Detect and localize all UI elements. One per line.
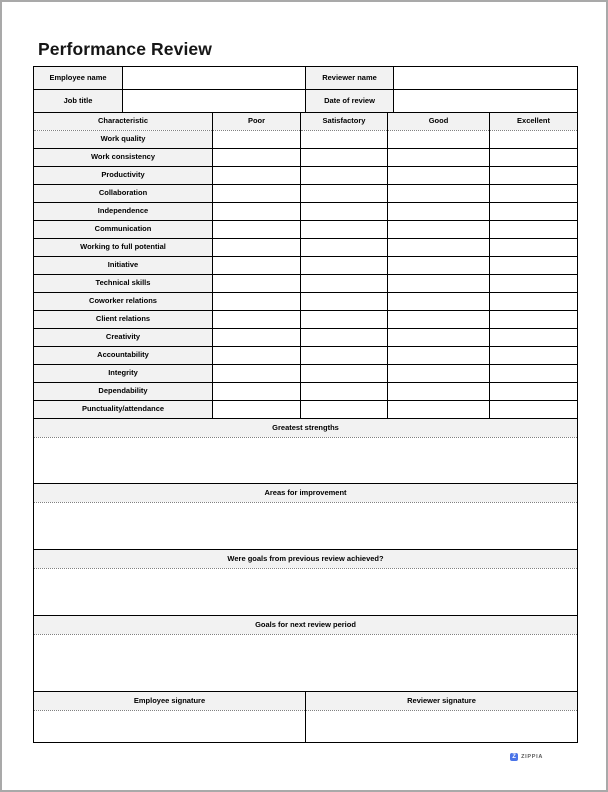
rating-cell-satisfactory[interactable] — [301, 185, 388, 203]
rating-cell-good[interactable] — [388, 347, 490, 365]
rating-cell-good[interactable] — [388, 329, 490, 347]
zippia-logo-text: ZIPPIA — [521, 753, 543, 760]
rating-cell-poor[interactable] — [213, 239, 301, 257]
info-row-1 — [34, 67, 578, 90]
employee-signature-field[interactable] — [34, 711, 306, 743]
rating-cell-poor[interactable] — [213, 347, 301, 365]
rating-cell-excellent[interactable] — [490, 329, 578, 347]
employee-name-field[interactable] — [123, 67, 306, 90]
characteristic-label: Independence — [34, 203, 213, 221]
rating-cell-good[interactable] — [388, 185, 490, 203]
characteristic-label: Collaboration — [34, 185, 213, 203]
characteristic-row — [34, 347, 578, 365]
rating-cell-excellent[interactable] — [490, 239, 578, 257]
characteristic-row — [34, 401, 578, 419]
zippia-logo-letter: Z — [512, 753, 516, 760]
branding-footer — [33, 748, 577, 766]
rating-cell-poor[interactable] — [213, 275, 301, 293]
column-header-satisfactory: Satisfactory — [301, 113, 388, 131]
rating-cell-satisfactory[interactable] — [301, 347, 388, 365]
reviewer-signature-label: Reviewer signature — [306, 692, 578, 711]
characteristic-label: Accountability — [34, 347, 213, 365]
characteristic-row — [34, 203, 578, 221]
characteristic-row — [34, 329, 578, 347]
section-header-row — [34, 484, 578, 503]
rating-cell-poor[interactable] — [213, 221, 301, 239]
rating-cell-poor[interactable] — [213, 131, 301, 149]
section-body-row — [34, 635, 578, 692]
rating-cell-good[interactable] — [388, 383, 490, 401]
rating-cell-good[interactable] — [388, 311, 490, 329]
previous-goals-header: Were goals from previous review achieved? — [34, 550, 578, 569]
column-header-good: Good — [388, 113, 490, 131]
rating-cell-satisfactory[interactable] — [301, 221, 388, 239]
areas-for-improvement-input[interactable] — [34, 503, 578, 550]
section-header-row — [34, 616, 578, 635]
rating-cell-good[interactable] — [388, 257, 490, 275]
section-body-row — [34, 503, 578, 550]
ratings-header-row — [34, 113, 578, 131]
ratings-table — [33, 112, 578, 419]
rating-cell-satisfactory[interactable] — [301, 365, 388, 383]
rating-cell-good[interactable] — [388, 203, 490, 221]
characteristic-row — [34, 311, 578, 329]
characteristic-row — [34, 293, 578, 311]
rating-cell-poor[interactable] — [213, 329, 301, 347]
rating-cell-satisfactory[interactable] — [301, 401, 388, 419]
section-body-row — [34, 569, 578, 616]
form-content — [33, 66, 577, 766]
section-header-row — [34, 550, 578, 569]
greatest-strengths-input[interactable] — [34, 438, 578, 484]
characteristic-label: Technical skills — [34, 275, 213, 293]
section-header-row — [34, 419, 578, 438]
signature-body-row — [34, 711, 578, 743]
rating-cell-satisfactory[interactable] — [301, 131, 388, 149]
characteristic-label: Punctuality/attendance — [34, 401, 213, 419]
characteristic-row — [34, 365, 578, 383]
rating-cell-satisfactory[interactable] — [301, 239, 388, 257]
characteristic-row — [34, 167, 578, 185]
rating-cell-satisfactory[interactable] — [301, 383, 388, 401]
rating-cell-satisfactory[interactable] — [301, 149, 388, 167]
characteristic-row — [34, 149, 578, 167]
areas-for-improvement-header: Areas for improvement — [34, 484, 578, 503]
greatest-strengths-header: Greatest strengths — [34, 419, 578, 438]
section-body-row — [34, 438, 578, 484]
rating-cell-poor[interactable] — [213, 257, 301, 275]
column-header-characteristic: Characteristic — [34, 113, 213, 131]
characteristic-row — [34, 257, 578, 275]
rating-cell-satisfactory[interactable] — [301, 203, 388, 221]
rating-cell-poor[interactable] — [213, 401, 301, 419]
characteristic-row — [34, 239, 578, 257]
rating-cell-good[interactable] — [388, 167, 490, 185]
characteristic-row — [34, 131, 578, 149]
rating-cell-excellent[interactable] — [490, 365, 578, 383]
rating-cell-excellent[interactable] — [490, 275, 578, 293]
rating-cell-excellent[interactable] — [490, 293, 578, 311]
sections-table — [33, 418, 578, 692]
rating-cell-poor[interactable] — [213, 383, 301, 401]
rating-cell-poor[interactable] — [213, 293, 301, 311]
page-title: Performance Review — [38, 39, 212, 59]
rating-cell-excellent[interactable] — [490, 131, 578, 149]
employee-signature-label: Employee signature — [34, 692, 306, 711]
rating-cell-excellent[interactable] — [490, 311, 578, 329]
next-goals-header: Goals for next review period — [34, 616, 578, 635]
previous-goals-input[interactable] — [34, 569, 578, 616]
characteristic-label: Work consistency — [34, 149, 213, 167]
rating-cell-good[interactable] — [388, 401, 490, 419]
date-of-review-field[interactable] — [394, 90, 578, 113]
rating-cell-poor[interactable] — [213, 185, 301, 203]
signature-header-row — [34, 692, 578, 711]
characteristic-label: Client relations — [34, 311, 213, 329]
job-title-field[interactable] — [123, 90, 306, 113]
rating-cell-poor[interactable] — [213, 311, 301, 329]
rating-cell-excellent[interactable] — [490, 383, 578, 401]
rating-cell-poor[interactable] — [213, 365, 301, 383]
signatures-table — [33, 691, 578, 743]
info-row-2 — [34, 90, 578, 113]
reviewer-signature-field[interactable] — [306, 711, 578, 743]
rating-cell-good[interactable] — [388, 365, 490, 383]
rating-cell-satisfactory[interactable] — [301, 167, 388, 185]
date-of-review-label: Date of review — [306, 90, 394, 113]
characteristic-row — [34, 185, 578, 203]
characteristic-label: Integrity — [34, 365, 213, 383]
employee-name-label: Employee name — [34, 67, 123, 90]
rating-cell-good[interactable] — [388, 131, 490, 149]
rating-cell-excellent[interactable] — [490, 203, 578, 221]
characteristic-row — [34, 221, 578, 239]
rating-cell-excellent[interactable] — [490, 149, 578, 167]
rating-cell-satisfactory[interactable] — [301, 257, 388, 275]
rating-cell-satisfactory[interactable] — [301, 293, 388, 311]
characteristic-label: Creativity — [34, 329, 213, 347]
rating-cell-poor[interactable] — [213, 203, 301, 221]
rating-cell-poor[interactable] — [213, 167, 301, 185]
characteristic-label: Initiative — [34, 257, 213, 275]
column-header-poor: Poor — [213, 113, 301, 131]
job-title-label: Job title — [34, 90, 123, 113]
characteristic-label: Productivity — [34, 167, 213, 185]
rating-cell-good[interactable] — [388, 149, 490, 167]
zippia-logo-icon — [510, 753, 518, 761]
rating-cell-good[interactable] — [388, 293, 490, 311]
characteristic-label: Coworker relations — [34, 293, 213, 311]
rating-cell-excellent[interactable] — [490, 401, 578, 419]
characteristic-label: Dependability — [34, 383, 213, 401]
rating-cell-good[interactable] — [388, 221, 490, 239]
characteristic-label: Work quality — [34, 131, 213, 149]
rating-cell-excellent[interactable] — [490, 167, 578, 185]
rating-cell-excellent[interactable] — [490, 347, 578, 365]
reviewer-name-field[interactable] — [394, 67, 578, 90]
rating-cell-good[interactable] — [388, 275, 490, 293]
rating-cell-excellent[interactable] — [490, 185, 578, 203]
characteristic-row — [34, 275, 578, 293]
rating-cell-excellent[interactable] — [490, 221, 578, 239]
info-table — [33, 66, 578, 113]
rating-cell-satisfactory[interactable] — [301, 329, 388, 347]
characteristic-label: Working to full potential — [34, 239, 213, 257]
characteristic-row — [34, 383, 578, 401]
rating-cell-good[interactable] — [388, 239, 490, 257]
characteristic-label: Communication — [34, 221, 213, 239]
next-goals-input[interactable] — [34, 635, 578, 692]
rating-cell-satisfactory[interactable] — [301, 311, 388, 329]
reviewer-name-label: Reviewer name — [306, 67, 394, 90]
rating-cell-satisfactory[interactable] — [301, 275, 388, 293]
rating-cell-excellent[interactable] — [490, 257, 578, 275]
column-header-excellent: Excellent — [490, 113, 578, 131]
rating-cell-poor[interactable] — [213, 149, 301, 167]
